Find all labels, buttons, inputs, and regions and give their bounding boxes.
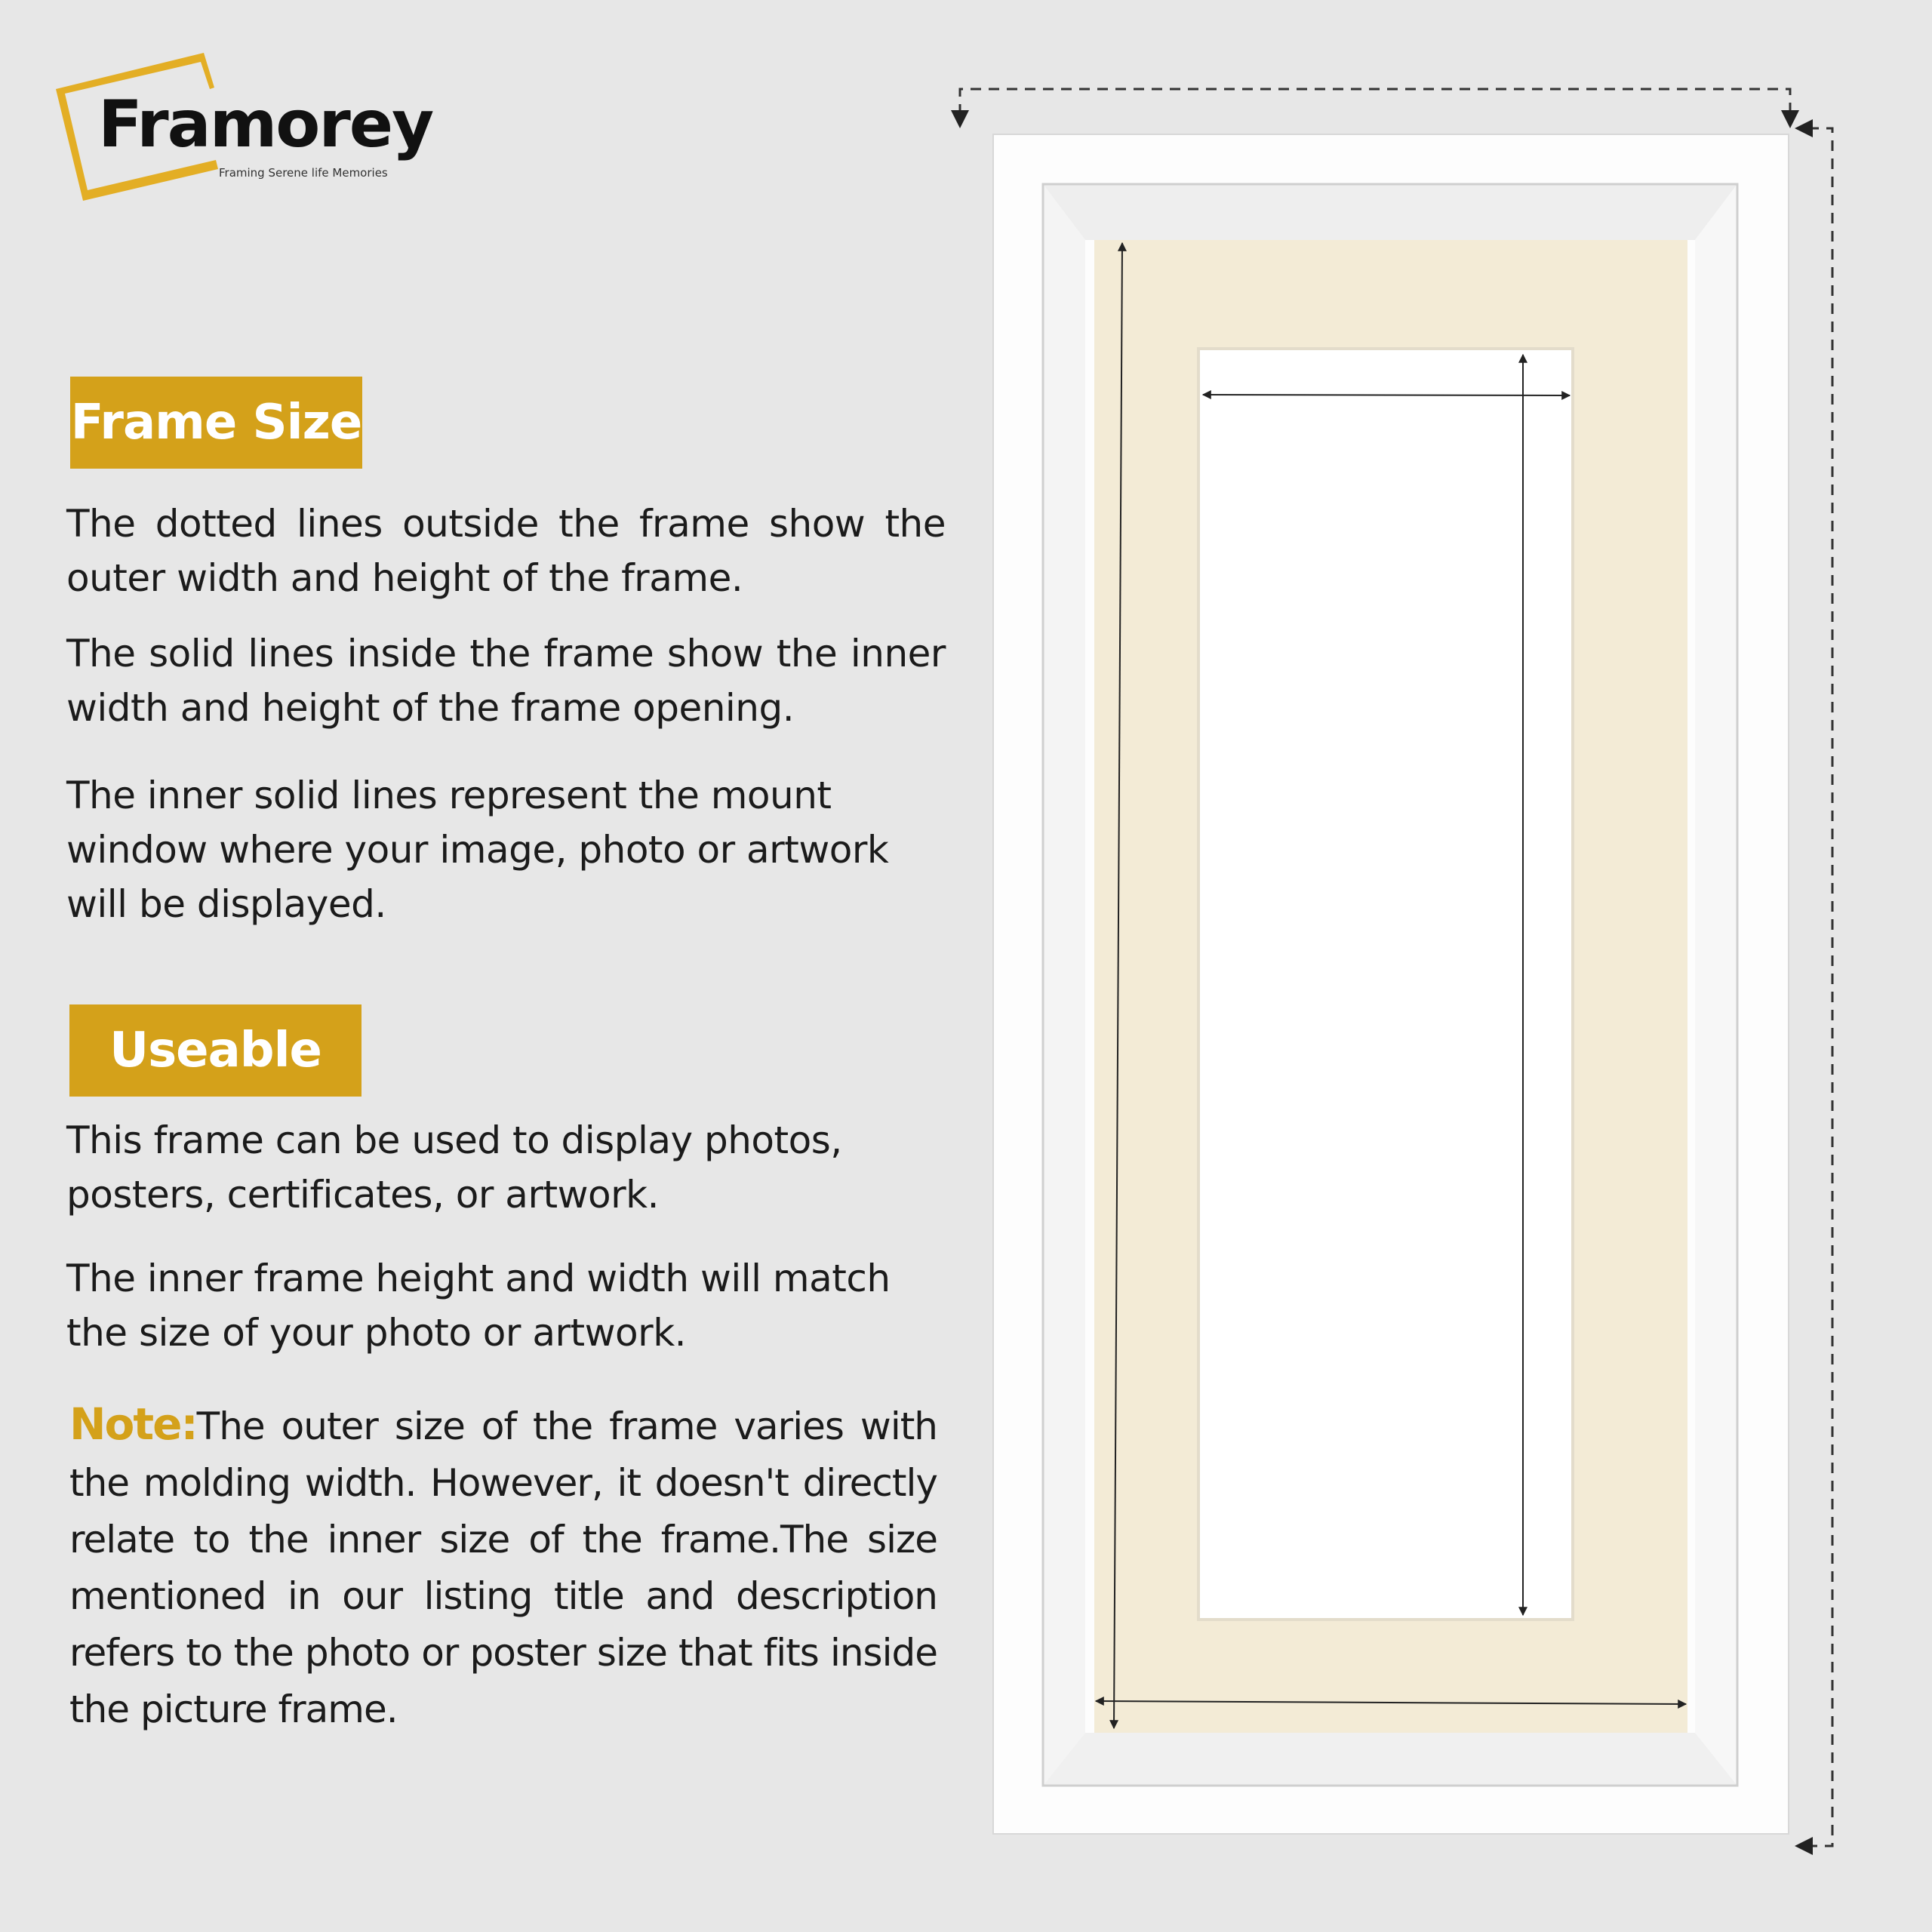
frame-bevel-top	[1043, 184, 1737, 240]
frame-size-paragraph-2: The solid lines inside the frame show the inner width and height of the frame opening.	[66, 632, 946, 730]
outer-width-arrow-left-icon	[951, 110, 969, 128]
brand-name: Framorey	[98, 87, 433, 162]
frame-size-heading: Frame Size	[70, 377, 362, 469]
outer-height-dotted-line	[1808, 128, 1832, 1846]
useable-paragraph-1: This frame can be used to display photos, posters, certificates, or artwork.	[66, 1118, 842, 1217]
note-paragraph	[69, 1396, 937, 1738]
note-text: The outer size of the frame varies with the molding width. However, it doesn't directly relate to the inner size of the frame.The size mentioned in our listing title and description refers to the photo or poster size that fits inside the picture frame.	[69, 1404, 937, 1731]
useable-heading: Useable	[69, 1004, 361, 1097]
useable-paragraph-2: The inner frame height and width will match the size of your photo or artwork.	[66, 1257, 891, 1355]
brand-tagline: Framing Serene life Memories	[219, 166, 388, 180]
outer-width-dotted-line	[960, 89, 1790, 115]
frame-bevel-bottom	[1043, 1733, 1737, 1786]
mount-window	[1198, 349, 1573, 1620]
frame-size-paragraph-1: The dotted lines outside the frame show the outer width and height of the frame.	[66, 502, 946, 600]
frame-size-paragraph-3: The inner solid lines represent the mount window where your image, photo or artwork will be displayed.	[66, 774, 889, 926]
outer-height-arrow-top-icon	[1795, 119, 1813, 137]
outer-width-arrow-right-icon	[1781, 110, 1799, 128]
frame-illustration	[936, 75, 1857, 1887]
frame-bevel-right	[1695, 184, 1737, 1786]
brand-logo	[53, 45, 460, 211]
frame-bevel-left	[1043, 184, 1085, 1786]
outer-height-arrow-bottom-icon	[1795, 1837, 1813, 1855]
note-label: Note:	[69, 1398, 197, 1450]
